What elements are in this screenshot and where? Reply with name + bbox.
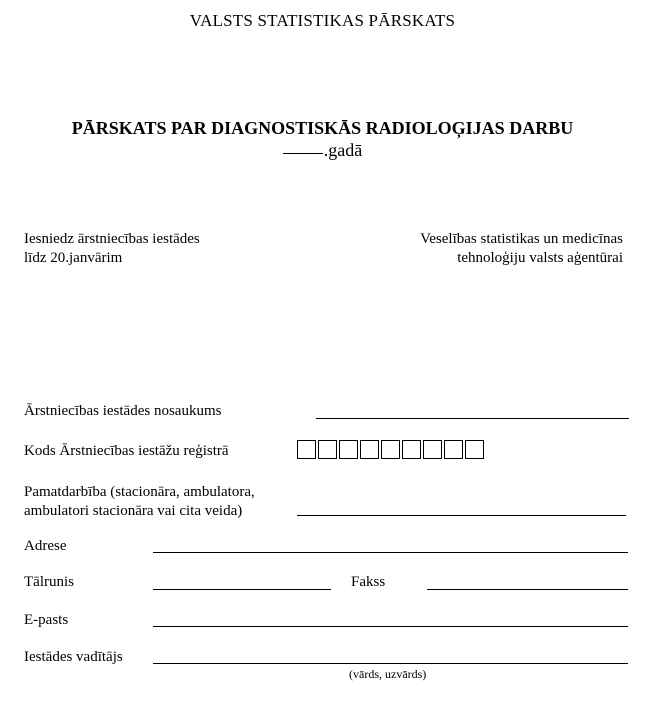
main-activity-field[interactable]: [297, 515, 626, 516]
fax-field[interactable]: [427, 589, 628, 590]
registry-code-box[interactable]: [423, 440, 442, 459]
email-field[interactable]: [153, 626, 628, 627]
main-activity-label-line-1: Pamatdarbība (stacionāra, ambulatora,: [24, 484, 255, 500]
registry-code-box[interactable]: [297, 440, 316, 459]
registry-code-box[interactable]: [360, 440, 379, 459]
address-field[interactable]: [153, 552, 628, 553]
main-activity-label: [24, 483, 255, 521]
registry-code-boxes[interactable]: [297, 440, 486, 459]
submitter-info: [24, 230, 200, 268]
fax-label: Fakss: [351, 574, 386, 590]
registry-code-label: Kods Ārstniecības iestāžu reģistrā: [24, 443, 229, 459]
phone-label: Tālrunis: [24, 574, 74, 590]
institution-name-field[interactable]: [316, 418, 629, 419]
registry-code-box[interactable]: [339, 440, 358, 459]
recipient-info: [420, 230, 623, 268]
main-activity-label-line-2: ambulatori stacionāra vai cita veida): [24, 503, 243, 519]
head-label: Iestādes vadītājs: [24, 649, 123, 665]
report-title: PĀRSKATS PAR DIAGNOSTISKĀS RADIOLOĢIJAS DARBU: [71, 118, 574, 138]
report-year-line: [0, 140, 645, 161]
registry-code-box[interactable]: [444, 440, 463, 459]
email-label: E-pasts: [24, 612, 69, 628]
submitter-line-2: līdz 20.janvārim: [24, 250, 123, 266]
registry-code-box[interactable]: [465, 440, 484, 459]
head-name-hint: (vārds, uzvārds): [349, 667, 427, 681]
year-suffix: .gadā: [323, 140, 363, 160]
registry-code-box[interactable]: [381, 440, 400, 459]
head-name-field[interactable]: [153, 663, 628, 664]
phone-field[interactable]: [153, 589, 331, 590]
year-blank-field[interactable]: [283, 153, 323, 154]
submitter-line-1: Iesniedz ārstniecības iestādes: [24, 231, 200, 247]
institution-name-label: Ārstniecības iestādes nosaukums: [24, 403, 222, 419]
registry-code-box[interactable]: [402, 440, 421, 459]
recipient-line-2: tehnoloģiju valsts aģentūrai: [457, 250, 623, 266]
address-label: Adrese: [24, 538, 67, 554]
registry-code-box[interactable]: [318, 440, 337, 459]
document-type-heading: VALSTS STATISTIKAS PĀRSKATS: [189, 11, 456, 30]
recipient-line-1: Veselības statistikas un medicīnas: [420, 231, 623, 247]
